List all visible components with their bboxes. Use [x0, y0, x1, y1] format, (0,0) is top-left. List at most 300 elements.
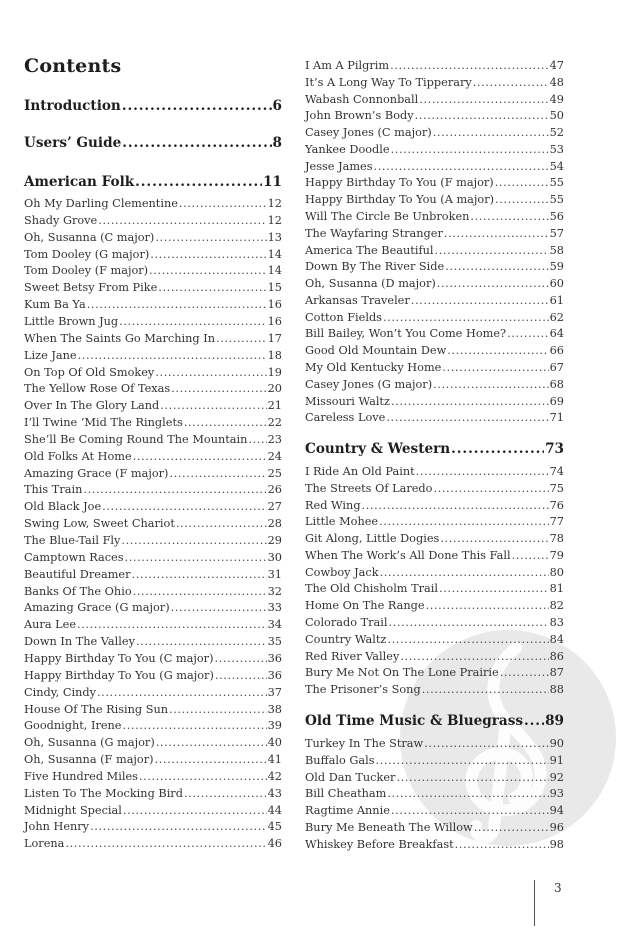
section-page: 89	[545, 713, 564, 729]
entry-title: Will The Circle Be Unbroken	[305, 210, 470, 224]
toc-entry[interactable]	[305, 632, 564, 648]
entry-page: 80	[549, 565, 564, 579]
toc-entry[interactable]	[24, 499, 282, 515]
entry-page: 12	[267, 197, 282, 210]
toc-entry[interactable]	[24, 819, 282, 835]
toc-entry[interactable]	[24, 600, 282, 616]
dot-leader	[387, 632, 548, 648]
toc-entry[interactable]	[24, 634, 282, 650]
entry-page: 83	[549, 616, 564, 630]
toc-section[interactable]	[24, 96, 282, 116]
entry-title: Sweet Betsy From Pike	[24, 281, 158, 295]
dot-leader	[470, 209, 548, 225]
entry-page: 79	[549, 548, 564, 562]
toc-entry[interactable]	[24, 752, 282, 768]
entry-title: Happy Birthday To You (F major)	[305, 176, 494, 190]
toc-entry[interactable]	[24, 836, 282, 852]
entry-title: Listen To The Mocking Bird	[24, 786, 183, 800]
dot-leader	[391, 142, 549, 158]
entry-page: 19	[267, 365, 282, 379]
toc-entry[interactable]	[305, 175, 564, 191]
dot-leader	[136, 634, 267, 650]
toc-entry[interactable]	[24, 314, 282, 330]
entry-page: 38	[267, 702, 282, 716]
dot-leader	[216, 331, 267, 347]
entry-page: 88	[549, 683, 564, 697]
dot-leader	[155, 365, 266, 381]
entry-page: 90	[549, 737, 564, 750]
dot-leader	[65, 836, 266, 852]
dot-leader	[379, 514, 549, 530]
toc-entry[interactable]	[305, 565, 564, 581]
toc-entry[interactable]	[305, 377, 564, 393]
entry-page: 68	[549, 377, 564, 391]
dot-leader	[102, 499, 266, 515]
entry-title: Swing Low, Sweet Chariot	[24, 517, 175, 531]
toc-entry[interactable]	[24, 398, 282, 414]
dot-leader	[87, 297, 267, 313]
entry-page: 49	[549, 92, 564, 106]
entry-page: 37	[267, 685, 282, 699]
dot-leader	[415, 108, 549, 124]
toc-entry[interactable]	[305, 343, 564, 359]
dot-leader	[383, 310, 549, 326]
dot-leader	[171, 600, 267, 616]
toc-entry[interactable]	[24, 685, 282, 701]
entry-title: Oh, Susanna (C major)	[24, 230, 155, 244]
toc-entry[interactable]	[24, 803, 282, 819]
entry-page: 40	[267, 736, 282, 750]
entry-title: Home On The Range	[305, 599, 425, 613]
entry-page: 36	[267, 651, 282, 665]
entry-title: Happy Birthday To You (C major)	[24, 651, 214, 665]
toc-entry[interactable]	[305, 649, 564, 665]
entry-page: 94	[549, 804, 564, 818]
toc-entry[interactable]	[305, 665, 564, 681]
section-title: Introduction	[24, 98, 121, 114]
entry-page: 15	[267, 281, 282, 295]
entry-title: John Brown’s Body	[305, 109, 414, 123]
entry-page: 24	[267, 449, 282, 463]
entry-title: Lorena	[24, 837, 65, 851]
toc-entry[interactable]	[305, 58, 564, 74]
entry-page: 52	[549, 126, 564, 140]
dot-leader	[123, 718, 267, 734]
toc-entry[interactable]	[305, 92, 564, 108]
entry-page: 71	[549, 411, 564, 425]
entry-page: 55	[549, 176, 564, 190]
dot-leader	[156, 735, 267, 751]
entry-page: 12	[267, 213, 282, 227]
dot-leader	[437, 276, 549, 292]
toc-entry[interactable]	[24, 516, 282, 532]
entry-title: Oh, Susanna (G major)	[24, 736, 155, 750]
toc-entry[interactable]	[24, 735, 282, 751]
entry-page: 91	[549, 753, 564, 767]
toc-entry[interactable]	[305, 394, 564, 410]
toc-entry[interactable]	[305, 598, 564, 614]
dot-leader	[524, 711, 544, 731]
dot-leader	[444, 226, 549, 242]
entry-page: 22	[267, 416, 282, 430]
toc-entry[interactable]	[24, 567, 282, 583]
entry-page: 36	[267, 668, 282, 682]
entry-page: 60	[549, 277, 564, 291]
section-page: 6	[272, 98, 282, 114]
entry-title: Red River Valley	[305, 649, 400, 663]
toc-entry[interactable]	[24, 702, 282, 718]
entry-page: 76	[549, 498, 564, 512]
entry-page: 23	[267, 432, 282, 446]
entry-title: I’ll Twine ’Mid The Ringlets	[24, 416, 183, 430]
entry-page: 30	[267, 550, 282, 564]
section-page: 73	[545, 441, 564, 457]
toc-entry[interactable]	[24, 213, 282, 229]
toc-entry[interactable]	[24, 297, 282, 313]
toc-entry[interactable]	[24, 415, 282, 431]
entry-title: Whiskey Before Breakfast	[305, 837, 454, 851]
entry-page: 98	[549, 837, 564, 851]
toc-entry[interactable]	[24, 617, 282, 633]
toc-entry[interactable]	[24, 230, 282, 246]
entry-page: 96	[549, 821, 564, 834]
entry-title: Turkey In The Straw	[305, 737, 424, 750]
dot-leader	[176, 516, 267, 532]
toc-section-country-western[interactable]	[305, 439, 564, 459]
dot-leader	[169, 466, 266, 482]
dot-leader	[248, 432, 266, 448]
section-page: 11	[263, 174, 282, 190]
toc-entry[interactable]	[24, 651, 282, 667]
dot-leader	[83, 482, 266, 498]
entry-title: Missouri Waltz	[305, 394, 390, 408]
entry-title: When The Work’s All Done This Fall	[305, 548, 511, 562]
entry-title: Careless Love	[305, 411, 386, 425]
entry-title: America The Beautiful	[305, 243, 434, 257]
dot-leader	[135, 172, 262, 192]
dot-leader	[507, 326, 549, 342]
dot-leader	[386, 410, 548, 426]
entry-page: 14	[267, 247, 282, 261]
toc-entry[interactable]	[305, 125, 564, 141]
dot-leader	[416, 464, 549, 480]
toc-entry[interactable]	[305, 770, 564, 786]
entry-page: 81	[549, 582, 564, 596]
entry-page: 57	[549, 226, 564, 240]
entry-title: Casey Jones (G major)	[305, 377, 433, 391]
dot-leader	[149, 263, 267, 279]
toc-entry[interactable]	[305, 410, 564, 426]
toc-entry[interactable]	[305, 498, 564, 514]
dot-leader	[122, 133, 271, 153]
dot-leader	[426, 598, 549, 614]
toc-entry[interactable]	[305, 192, 564, 208]
toc-entry[interactable]	[305, 682, 564, 698]
toc-section[interactable]	[24, 133, 282, 153]
dot-leader	[387, 786, 548, 802]
entry-page: 41	[267, 753, 282, 767]
toc-entry[interactable]	[24, 668, 282, 684]
entry-page: 50	[549, 109, 564, 123]
entry-title: Midnight Special	[24, 803, 122, 817]
entry-page: 16	[267, 298, 282, 312]
dot-leader	[122, 96, 272, 116]
dot-leader	[98, 213, 266, 229]
toc-entry[interactable]	[305, 753, 564, 769]
entry-title: Bury Me Beneath The Willow	[305, 821, 473, 834]
entry-title: On Top Of Old Smokey	[24, 365, 155, 379]
toc-entry[interactable]	[24, 348, 282, 364]
dot-leader	[121, 533, 266, 549]
entry-title: When The Saints Go Marching In	[24, 331, 215, 345]
toc-entry[interactable]	[24, 482, 282, 498]
entry-page: 21	[267, 399, 282, 413]
entry-page: 32	[267, 584, 282, 598]
toc-entry[interactable]	[305, 531, 564, 547]
entry-title: Oh My Darling Clementine	[24, 197, 178, 210]
entry-title: Ragtime Annie	[305, 804, 390, 818]
entry-title: Cowboy Jack	[305, 565, 379, 579]
entry-title: Down By The River Side	[305, 260, 445, 274]
entry-title: Colorado Trail	[305, 616, 388, 630]
dot-leader	[440, 531, 548, 547]
entry-title: Old Folks At Home	[24, 449, 132, 463]
entry-page: 33	[267, 601, 282, 615]
entry-title: Little Mohee	[305, 515, 379, 529]
toc-entry[interactable]	[24, 533, 282, 549]
entry-title: Lize Jane	[24, 348, 77, 362]
toc-entry[interactable]	[305, 736, 564, 752]
entry-title: Old Dan Tucker	[305, 770, 396, 784]
dot-leader	[132, 567, 267, 583]
toc-entry[interactable]	[24, 196, 282, 212]
section-title: Country & Western	[305, 441, 451, 457]
entry-page: 77	[549, 515, 564, 529]
entry-page: 20	[267, 382, 282, 396]
dot-leader	[78, 348, 267, 364]
entry-title: Good Old Mountain Dew	[305, 344, 447, 358]
entry-title: Oh, Susanna (D major)	[305, 277, 436, 291]
toc-entry[interactable]	[305, 481, 564, 497]
toc-entry[interactable]	[305, 108, 564, 124]
entry-page: 28	[267, 517, 282, 531]
dot-leader	[150, 247, 266, 263]
page-number-rule	[534, 880, 535, 926]
dot-leader	[442, 360, 548, 376]
entry-title: House Of The Rising Sun	[24, 702, 169, 716]
dot-leader	[133, 449, 267, 465]
entry-page: 42	[267, 769, 282, 783]
dot-leader	[171, 381, 266, 397]
entry-title: It’s A Long Way To Tipperary	[305, 75, 472, 89]
toc-entry[interactable]	[305, 548, 564, 564]
dot-leader	[445, 259, 548, 275]
entry-page: 56	[549, 210, 564, 224]
entry-title: The Old Chisholm Trail	[305, 582, 439, 596]
entry-page: 26	[267, 483, 282, 497]
toc-entry[interactable]	[305, 837, 564, 853]
entry-title: Yankee Doodle	[305, 142, 390, 156]
toc-entry[interactable]	[24, 381, 282, 397]
entry-page: 17	[267, 331, 282, 345]
entry-title: Kum Ba Ya	[24, 298, 86, 312]
entry-title: Old Black Joe	[24, 500, 102, 514]
toc-entry[interactable]	[24, 331, 282, 347]
toc-entry[interactable]	[24, 786, 282, 802]
entry-title: Country Waltz	[305, 632, 387, 646]
entry-title: Beautiful Dreamer	[24, 567, 131, 581]
dot-leader	[97, 685, 267, 701]
dot-leader	[155, 230, 266, 246]
dot-leader	[169, 702, 267, 718]
dot-leader	[362, 498, 549, 514]
dot-leader	[77, 617, 267, 633]
toc-entry[interactable]	[305, 820, 564, 836]
page-title: Contents	[24, 55, 122, 77]
entry-title: Down In The Valley	[24, 635, 135, 649]
toc-entry[interactable]	[305, 803, 564, 819]
dot-leader	[215, 668, 267, 684]
entry-title: Amazing Grace (G major)	[24, 601, 170, 615]
entry-title: Aura Lee	[24, 618, 77, 632]
entry-page: 44	[267, 803, 282, 817]
toc-entry[interactable]	[305, 159, 564, 175]
dot-leader	[447, 343, 548, 359]
toc-entry[interactable]	[24, 280, 282, 296]
dot-leader	[495, 175, 549, 191]
dot-leader	[495, 192, 549, 208]
section-title: Old Time Music & Bluegrass	[305, 713, 524, 729]
entry-title: Buffalo Gals	[305, 753, 375, 767]
dot-leader	[389, 615, 549, 631]
toc-entry[interactable]	[24, 263, 282, 279]
toc-entry[interactable]	[305, 276, 564, 292]
toc-entry[interactable]	[24, 466, 282, 482]
entry-title: Happy Birthday To You (A major)	[305, 193, 495, 207]
entry-title: Cotton Fields	[305, 310, 382, 324]
toc-section[interactable]	[24, 172, 282, 192]
entry-title: Casey Jones (C major)	[305, 126, 432, 140]
entry-page: 43	[267, 786, 282, 800]
entry-title: Jesse James	[305, 159, 373, 173]
entry-title: Little Brown Jug	[24, 314, 119, 328]
section-page: 8	[272, 135, 282, 151]
toc-entry[interactable]	[305, 293, 564, 309]
toc-entry[interactable]	[305, 514, 564, 530]
dot-leader	[433, 377, 549, 393]
entry-page: 45	[267, 820, 282, 834]
entry-page: 53	[549, 142, 564, 156]
toc-entry[interactable]	[305, 786, 564, 802]
entry-page: 86	[549, 649, 564, 663]
entry-page: 58	[549, 243, 564, 257]
toc-entry[interactable]	[305, 360, 564, 376]
entry-page: 87	[549, 666, 564, 680]
entry-page: 92	[549, 770, 564, 784]
toc-entry[interactable]	[24, 769, 282, 785]
dot-leader	[500, 665, 549, 681]
toc-entry[interactable]	[305, 243, 564, 259]
entry-page: 31	[267, 567, 282, 581]
entry-title: Cindy, Cindy	[24, 685, 96, 699]
entry-title: Tom Dooley (F major)	[24, 264, 149, 278]
dot-leader	[435, 243, 549, 259]
toc-entry[interactable]	[305, 581, 564, 597]
dot-leader	[90, 819, 267, 835]
dot-leader	[380, 565, 549, 581]
dot-leader	[160, 398, 266, 414]
entry-title: I Ride An Old Paint	[305, 465, 415, 478]
entry-title: She’ll Be Coming Round The Mountain	[24, 432, 248, 446]
entry-page: 82	[549, 599, 564, 613]
entry-page: 61	[549, 293, 564, 307]
toc-entry[interactable]	[24, 550, 282, 566]
entry-title: Bury Me Not On The Lone Prairie	[305, 666, 499, 680]
toc-entry[interactable]	[305, 259, 564, 275]
entry-page: 64	[549, 327, 564, 341]
toc-entry[interactable]	[305, 142, 564, 158]
entry-page: 69	[549, 394, 564, 408]
entry-title: Camptown Races	[24, 550, 124, 564]
dot-leader	[184, 415, 267, 431]
entry-page: 75	[549, 481, 564, 495]
toc-entry[interactable]	[305, 209, 564, 225]
entry-title: The Blue-Tail Fly	[24, 534, 121, 547]
entry-title: Five Hundred Miles	[24, 769, 138, 783]
dot-leader	[119, 314, 266, 330]
dot-leader	[158, 280, 266, 296]
toc-entry[interactable]	[305, 326, 564, 342]
toc-entry[interactable]	[24, 432, 282, 448]
entry-title: Over In The Glory Land	[24, 399, 160, 413]
entry-page: 48	[549, 75, 564, 89]
entry-page: 66	[549, 344, 564, 358]
entry-page: 59	[549, 260, 564, 274]
dot-leader	[374, 159, 549, 175]
toc-entry[interactable]	[305, 226, 564, 242]
toc-entry[interactable]	[24, 365, 282, 381]
entry-title: The Yellow Rose Of Texas	[24, 382, 171, 396]
dot-leader	[133, 584, 267, 600]
entry-page: 27	[267, 500, 282, 514]
entry-title: Happy Birthday To You (G major)	[24, 668, 214, 682]
toc-entry[interactable]	[305, 75, 564, 91]
toc-entry[interactable]	[24, 449, 282, 465]
dot-leader	[184, 786, 267, 802]
section-title: American Folk	[24, 174, 135, 190]
entry-page: 29	[267, 534, 282, 547]
entry-title: Arkansas Traveler	[305, 293, 410, 307]
toc-entry[interactable]	[305, 464, 564, 480]
dot-leader	[123, 803, 267, 819]
entry-page: 35	[267, 635, 282, 649]
toc-entry[interactable]	[24, 584, 282, 600]
entry-page: 25	[267, 466, 282, 480]
dot-leader	[400, 649, 548, 665]
toc-entry[interactable]	[24, 247, 282, 263]
entry-page: 74	[549, 465, 564, 478]
toc-entry[interactable]	[305, 310, 564, 326]
toc-section-old-time-bluegrass[interactable]	[305, 711, 564, 731]
dot-leader	[376, 753, 549, 769]
dot-leader	[433, 481, 548, 497]
toc-entry[interactable]	[305, 615, 564, 631]
entry-page: 67	[549, 361, 564, 375]
toc-entry[interactable]	[24, 718, 282, 734]
entry-page: 93	[549, 787, 564, 801]
entry-title: The Prisoner’s Song	[305, 683, 421, 697]
entry-page: 46	[267, 837, 282, 851]
